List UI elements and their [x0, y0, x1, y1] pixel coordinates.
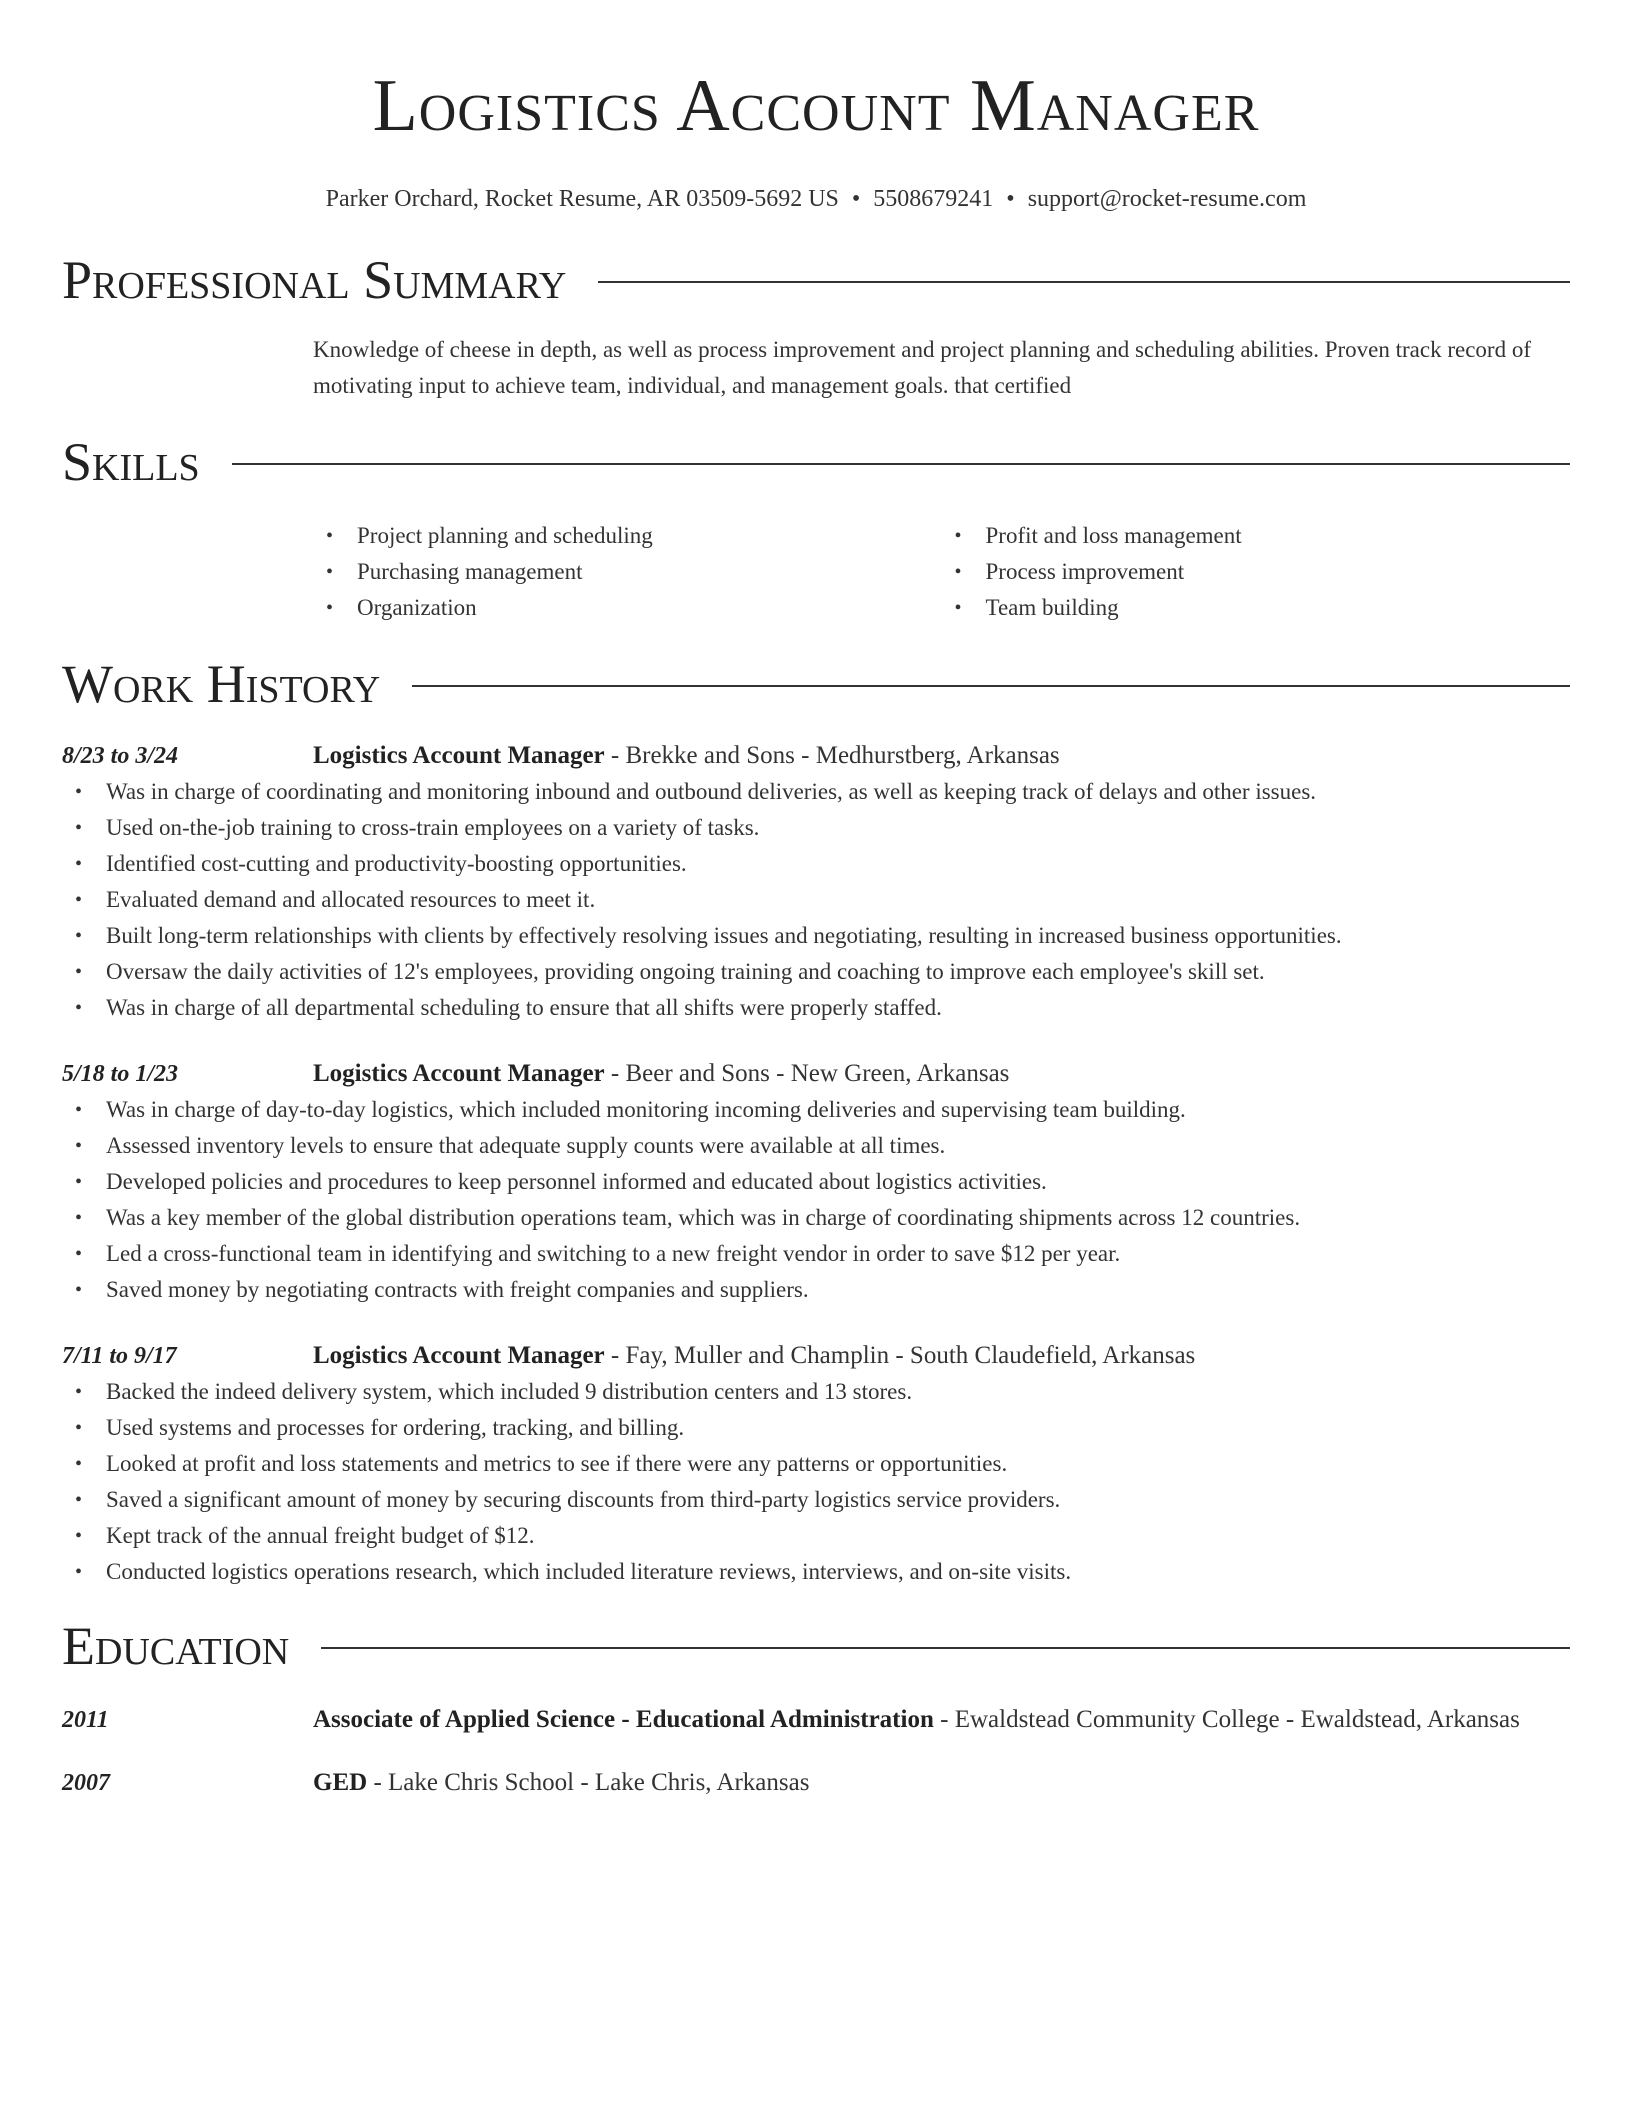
- job-bullet: • Saved money by negotiating contracts with freight companies and suppliers.: [62, 1272, 1570, 1308]
- education-degree: GED: [313, 1769, 368, 1796]
- section-title-work: Work History: [62, 654, 381, 714]
- job-title: Logistics Account Manager: [313, 1342, 605, 1369]
- job-bullet: • Was in charge of all departmental scheduling to ensure that all shifts were properly staffed.: [62, 990, 1570, 1026]
- section-title-education: Education: [62, 1616, 290, 1676]
- skill-item: • Organization: [313, 590, 942, 626]
- job-entry: [62, 738, 1570, 1026]
- job-dates: 7/11 to 9/17: [62, 1343, 177, 1369]
- job-company: - Beer and Sons - New Green, Arkansas: [604, 1060, 1010, 1087]
- education-entry: [62, 1700, 1570, 1739]
- job-company: - Brekke and Sons - Medhurstberg, Arkansas: [604, 742, 1060, 769]
- job-bullet: • Conducted logistics operations research, which included literature reviews, interviews, and on-site visits.: [62, 1554, 1570, 1590]
- section-title-summary: Professional Summary: [62, 250, 567, 310]
- contact-phone: 5508679241: [873, 186, 994, 212]
- job-title-line: [313, 1056, 1009, 1092]
- job-title: Logistics Account Manager: [313, 1060, 605, 1087]
- job-title-line: [313, 1338, 1195, 1374]
- contact-email[interactable]: support@rocket-resume.com: [1027, 186, 1307, 212]
- job-title-line: [313, 738, 1060, 774]
- education-line: [313, 1700, 1520, 1739]
- job-bullets: [62, 774, 1570, 1026]
- job-company: - Fay, Muller and Champlin - South Claudefield, Arkansas: [604, 1342, 1196, 1369]
- job-bullets: [62, 1092, 1570, 1308]
- section-divider: [321, 1647, 1570, 1649]
- job-bullet: • Used on-the-job training to cross-train employees on a variety of tasks.: [62, 810, 1570, 846]
- education-section-header: [62, 1614, 1570, 1678]
- job-bullet: • Backed the indeed delivery system, which included 9 distribution centers and 13 stores.: [62, 1374, 1570, 1410]
- section-divider: [598, 281, 1570, 283]
- job-bullet: • Used systems and processes for ordering, tracking, and billing.: [62, 1410, 1570, 1446]
- skills-column-right: [942, 518, 1571, 626]
- job-bullet: • Was in charge of day-to-day logistics, which included monitoring incoming deliveries and supervising team building.: [62, 1092, 1570, 1128]
- education-degree: Associate of Applied Science - Educational Administration: [313, 1706, 934, 1733]
- job-bullet: • Assessed inventory levels to ensure that adequate supply counts were available at all times.: [62, 1128, 1570, 1164]
- section-divider: [232, 463, 1570, 465]
- contact-line: [62, 184, 1570, 214]
- education-entry: [62, 1763, 1570, 1802]
- candidate-name: Logistics Account Manager: [372, 65, 1260, 147]
- job-dates: 5/18 to 1/23: [62, 1061, 179, 1087]
- contact-separator: •: [1006, 186, 1015, 212]
- job-dates: 8/23 to 3/24: [62, 743, 179, 769]
- job-bullet: • Was in charge of coordinating and monitoring inbound and outbound deliveries, as well as keeping track of delays and other issues.: [62, 774, 1570, 810]
- education-year: 2011: [62, 1707, 109, 1733]
- skill-item: • Profit and loss management: [942, 518, 1571, 554]
- education-school: - Ewaldstead Community College - Ewaldstead, Arkansas: [933, 1706, 1520, 1733]
- work-section-header: [62, 652, 1570, 716]
- job-header: [62, 738, 1570, 774]
- job-bullet: • Evaluated demand and allocated resources to meet it.: [62, 882, 1570, 918]
- job-bullet: • Led a cross-functional team in identifying and switching to a new freight vendor in order to save $12 per year.: [62, 1236, 1570, 1272]
- contact-separator: •: [851, 186, 861, 212]
- job-bullet: • Saved a significant amount of money by securing discounts from third-party logistics service providers.: [62, 1482, 1570, 1518]
- job-bullet: • Built long-term relationships with clients by effectively resolving issues and negotiating, resulting in increased business opportunities.: [62, 918, 1570, 954]
- contact-address: Parker Orchard, Rocket Resume, AR 03509-5692 US: [325, 186, 839, 212]
- education-school: - Lake Chris School - Lake Chris, Arkansas: [367, 1769, 810, 1796]
- education-year: 2007: [62, 1770, 110, 1796]
- skills-section-header: [62, 430, 1570, 494]
- job-bullet: • Developed policies and procedures to keep personnel informed and educated about logistics activities.: [62, 1164, 1570, 1200]
- skills-list: [313, 518, 1570, 626]
- skill-item: • Team building: [942, 590, 1571, 626]
- job-title: Logistics Account Manager: [313, 742, 605, 769]
- job-entry: [62, 1056, 1570, 1308]
- section-divider: [412, 685, 1570, 687]
- skill-item: • Purchasing management: [313, 554, 942, 590]
- job-bullet: • Was a key member of the global distribution operations team, which was in charge of coordinating shipments across 12 countries.: [62, 1200, 1570, 1236]
- section-title-skills: Skills: [62, 432, 200, 492]
- summary-text: Knowledge of cheese in depth, as well as process improvement and project planning and scheduling abilities. Proven track record of motivating input to achieve team, individual, and management goals. that certified: [313, 337, 1531, 398]
- job-entry: [62, 1338, 1570, 1590]
- job-bullets: [62, 1374, 1570, 1590]
- job-bullet: • Identified cost-cutting and productivity-boosting opportunities.: [62, 846, 1570, 882]
- summary-section-header: [62, 248, 1570, 312]
- skill-item: • Process improvement: [942, 554, 1571, 590]
- job-bullet: • Oversaw the daily activities of 12's employees, providing ongoing training and coaching to improve each employee's skill set.: [62, 954, 1570, 990]
- skills-column-left: [313, 518, 942, 626]
- education-line: [313, 1763, 809, 1802]
- job-header: [62, 1338, 1570, 1374]
- job-bullet: • Kept track of the annual freight budget of $12.: [62, 1518, 1570, 1554]
- job-header: [62, 1056, 1570, 1092]
- job-bullet: • Looked at profit and loss statements and metrics to see if there were any patterns or opportunities.: [62, 1446, 1570, 1482]
- skill-item: • Project planning and scheduling: [313, 518, 942, 554]
